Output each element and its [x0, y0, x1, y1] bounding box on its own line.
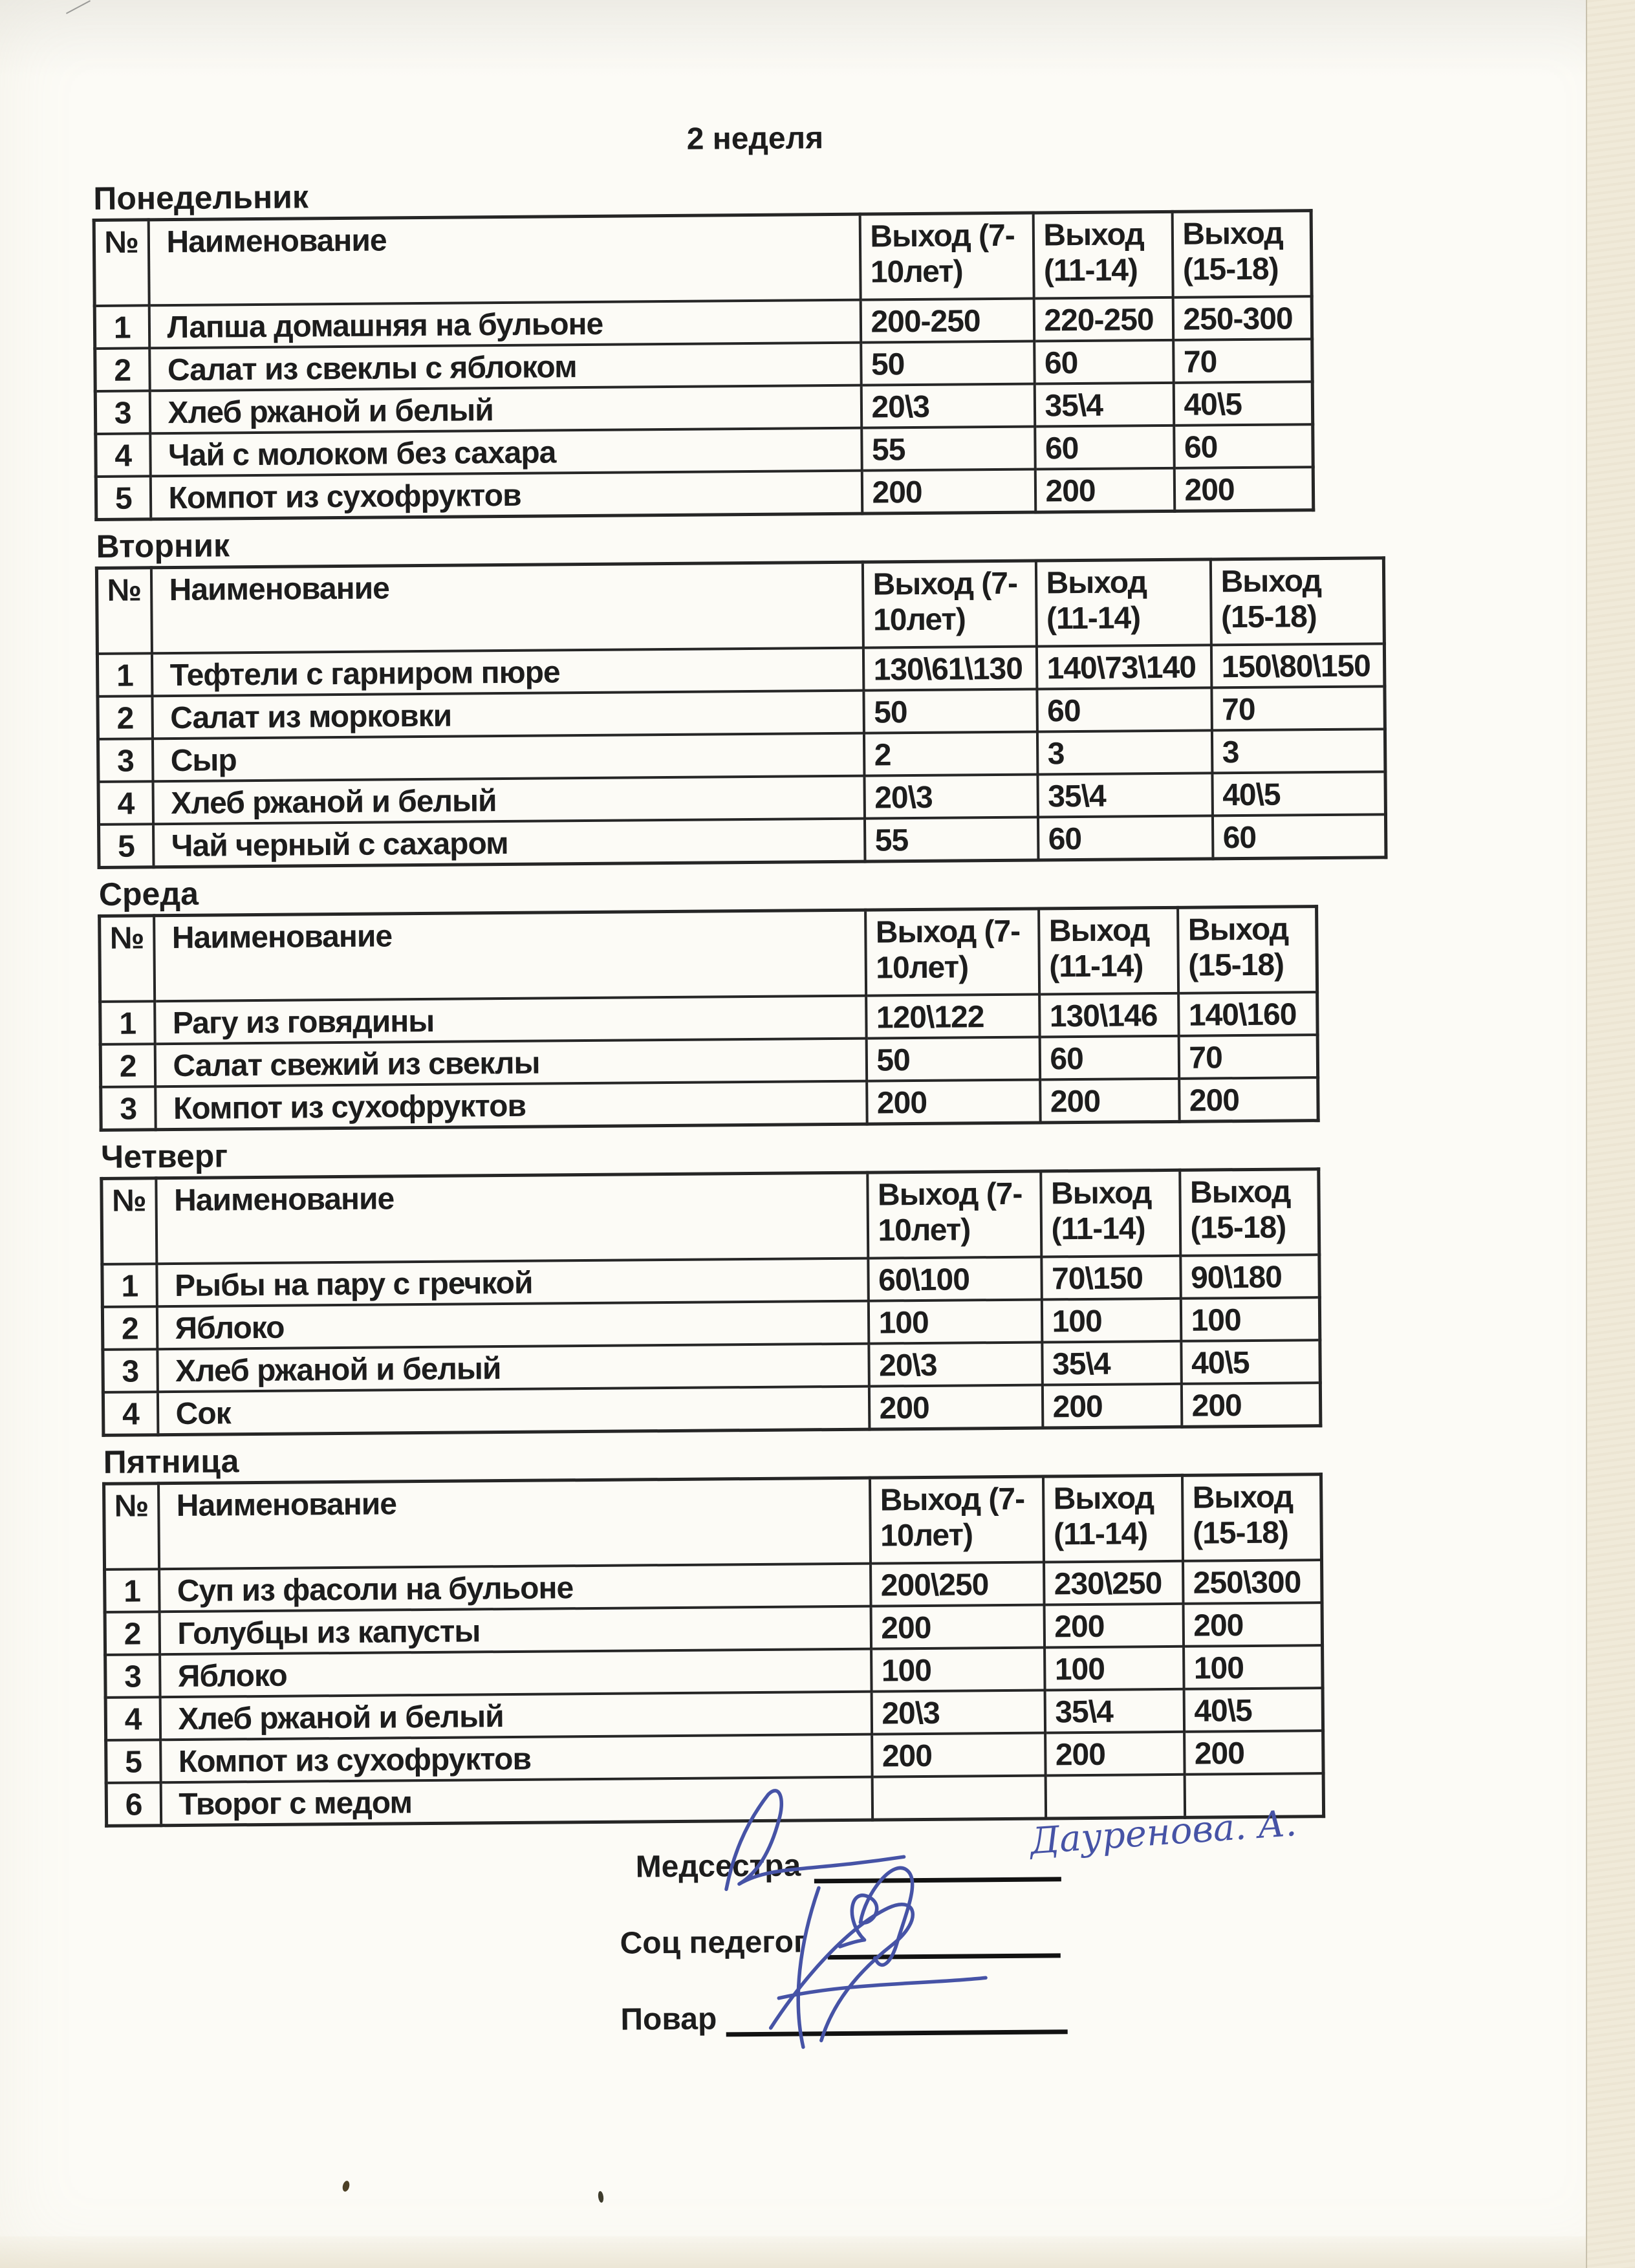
- day-label-thursday: Четверг: [100, 1138, 228, 1175]
- row-number-cell: 1: [102, 1264, 157, 1307]
- col-header-out-11-14: Выход (11-14): [1043, 1475, 1182, 1562]
- portion-7-10-cell: 50: [861, 341, 1035, 385]
- row-number-cell: 3: [98, 739, 153, 782]
- portion-7-10-cell: 20\3: [869, 1343, 1043, 1387]
- portion-11-14-cell: 35\4: [1037, 773, 1213, 817]
- portion-11-14-cell: 60: [1039, 1036, 1179, 1080]
- row-number-cell: 3: [105, 1654, 160, 1698]
- dish-name-cell: Рыбы на пару с гречкой: [157, 1258, 868, 1307]
- row-number-cell: 4: [96, 433, 151, 477]
- portion-7-10-cell: 100: [871, 1647, 1045, 1691]
- col-header-out-11-14: Выход (11-14): [1039, 907, 1178, 994]
- day-section-wednesday: [98, 867, 1510, 1132]
- row-number-cell: 4: [103, 1392, 158, 1435]
- portion-11-14-cell: 3: [1037, 730, 1212, 774]
- portion-7-10-cell: 55: [864, 817, 1038, 862]
- header-row: [100, 907, 1317, 1002]
- portion-7-10-cell: 200: [871, 1604, 1045, 1648]
- portion-11-14-cell: 200: [1035, 468, 1175, 512]
- row-number-cell: 2: [98, 696, 153, 739]
- dish-name-cell: Салат из свеклы с яблоком: [149, 343, 861, 391]
- portion-15-18-cell: 100: [1180, 1297, 1320, 1341]
- menu-table-monday: [92, 209, 1316, 521]
- dish-name-cell: Сыр: [152, 733, 863, 782]
- dish-name-cell: Рагу из говядины: [155, 996, 866, 1044]
- portion-7-10-cell: 200: [867, 1080, 1041, 1125]
- day-section-thursday: [100, 1130, 1512, 1437]
- social-pedagogue-signature-line: [827, 1925, 1060, 1960]
- row-number-cell: 6: [106, 1782, 161, 1826]
- portion-15-18-cell: 3: [1211, 729, 1385, 773]
- header-row: [94, 211, 1312, 306]
- col-header-out-11-14: Выход (11-14): [1033, 211, 1173, 298]
- portion-11-14-cell: 200: [1042, 1384, 1182, 1428]
- portion-15-18-cell: 70: [1178, 1035, 1318, 1079]
- row-number-cell: 5: [106, 1740, 161, 1783]
- cook-signature-row: [106, 1995, 1517, 2054]
- portion-7-10-cell: 20\3: [871, 1690, 1045, 1734]
- portion-7-10-cell: 130\61\130: [863, 647, 1037, 691]
- row-number-cell: 2: [95, 348, 150, 391]
- row-number-cell: 5: [96, 476, 151, 519]
- row-number-cell: 5: [99, 824, 154, 867]
- header-row: [102, 1169, 1319, 1264]
- portion-15-18-cell: 250-300: [1173, 296, 1312, 340]
- document-content: [91, 0, 1517, 2082]
- portion-15-18-cell: 40\5: [1184, 1688, 1323, 1732]
- col-header-out-7-10: Выход (7-10лет): [869, 1476, 1043, 1564]
- portion-15-18-cell: 100: [1184, 1645, 1323, 1689]
- portion-15-18-cell: 40\5: [1212, 772, 1386, 815]
- portion-7-10-cell: 200: [861, 470, 1035, 514]
- portion-15-18-cell: 250\300: [1183, 1560, 1323, 1604]
- day-label-monday: Понедельник: [93, 178, 309, 217]
- dish-name-cell: Творог с медом: [160, 1777, 872, 1826]
- cook-signature-line: [726, 2001, 1068, 2036]
- week-title: 2 неделя: [686, 121, 824, 157]
- col-header-out-7-10: Выход (7-10лет): [860, 213, 1034, 300]
- portion-15-18-cell: 200: [1183, 1603, 1323, 1647]
- col-header-out-15-18: Выход (15-18): [1180, 1169, 1319, 1256]
- nurse-signed-name: Дауренова. А.: [1028, 1802, 1298, 1863]
- day-section-friday: [102, 1435, 1515, 1828]
- nurse-signature-label: Медсестра: [635, 1848, 801, 1885]
- day-section-monday: [92, 171, 1504, 521]
- dish-name-cell: Салат свежий из свеклы: [155, 1039, 866, 1087]
- portion-11-14-cell: 100: [1041, 1299, 1181, 1343]
- row-number-cell: 2: [100, 1044, 155, 1087]
- portion-15-18-cell: 200: [1181, 1383, 1321, 1427]
- row-number-cell: 1: [100, 1001, 155, 1044]
- day-label-wednesday: Среда: [98, 875, 199, 913]
- menu-row: [99, 814, 1386, 867]
- portion-11-14-cell: 230\250: [1044, 1561, 1184, 1605]
- social-pedagogue-signature-row: [105, 1919, 1516, 1978]
- row-number-cell: 2: [102, 1306, 157, 1350]
- menu-table-friday: [102, 1473, 1325, 1828]
- dish-name-cell: Суп из фасоли на бульоне: [159, 1564, 871, 1612]
- menu-table-thursday: [100, 1167, 1322, 1437]
- scan-right-edge: [1586, 0, 1635, 2268]
- portion-11-14-cell: 35\4: [1042, 1341, 1182, 1385]
- portion-11-14-cell: 200: [1040, 1079, 1180, 1123]
- menu-table-tuesday: [95, 556, 1388, 869]
- portion-15-18-cell: 150\80\150: [1211, 643, 1385, 687]
- portion-15-18-cell: 60: [1212, 814, 1386, 859]
- menu-row: [103, 1383, 1320, 1435]
- portion-11-14-cell: 60: [1037, 815, 1213, 860]
- scan-bottom-edge: [0, 2236, 1586, 2268]
- portion-7-10-cell: 50: [863, 689, 1037, 733]
- portion-7-10-cell: 200: [869, 1385, 1043, 1430]
- portion-11-14-cell: 70\150: [1041, 1256, 1181, 1300]
- portion-11-14-cell: 130\146: [1039, 993, 1179, 1037]
- dish-name-cell: Тефтели с гарниром пюре: [151, 648, 863, 697]
- dish-name-cell: Чай черный с сахаром: [153, 819, 865, 867]
- portion-7-10-cell: 60\100: [868, 1257, 1042, 1301]
- portion-15-18-cell: 200: [1179, 1077, 1319, 1121]
- dish-name-cell: Яблоко: [157, 1301, 868, 1350]
- portion-15-18-cell: 90\180: [1180, 1255, 1320, 1299]
- social-pedagogue-signature-ink: [826, 1816, 989, 1985]
- day-section-tuesday: [94, 519, 1507, 869]
- dish-name-cell: Чай с молоком без сахара: [150, 428, 861, 477]
- portion-7-10-cell: 20\3: [864, 775, 1038, 819]
- col-header-out-15-18: Выход (15-18): [1210, 558, 1384, 645]
- portion-15-18-cell: 40\5: [1181, 1340, 1321, 1384]
- dish-name-cell: Компот из сухофруктов: [150, 471, 861, 519]
- col-header-num: №: [102, 1178, 157, 1264]
- portion-11-14-cell: 35\4: [1045, 1689, 1184, 1733]
- dish-name-cell: Яблоко: [160, 1649, 871, 1698]
- header-row: [96, 558, 1384, 654]
- col-header-name: Наименование: [148, 214, 860, 305]
- portion-15-18-cell: 200: [1184, 1731, 1324, 1775]
- portion-15-18-cell: 140\160: [1178, 992, 1318, 1036]
- portion-7-10-cell: 200\250: [871, 1562, 1045, 1606]
- day-label-tuesday: Вторник: [96, 527, 230, 565]
- col-header-name: Наименование: [156, 1172, 868, 1264]
- row-number-cell: 3: [101, 1086, 156, 1130]
- col-header-num: №: [104, 1484, 159, 1570]
- portion-15-18-cell: 70: [1173, 339, 1313, 383]
- col-header-name: Наименование: [151, 562, 863, 653]
- row-number-cell: 2: [105, 1612, 160, 1655]
- col-header-out-7-10: Выход (7-10лет): [865, 909, 1039, 996]
- portion-7-10-cell: 20\3: [861, 384, 1035, 428]
- row-number-cell: 4: [98, 781, 153, 825]
- col-header-out-11-14: Выход (11-14): [1035, 559, 1211, 647]
- social-pedagogue-signature-label: Соц педегог: [620, 1925, 807, 1961]
- portion-15-18-cell: 40\5: [1173, 382, 1313, 426]
- dish-name-cell: Хлеб ржаной и белый: [157, 1344, 869, 1392]
- menu-row: [101, 1077, 1318, 1130]
- portion-11-14-cell: 200: [1044, 1604, 1184, 1648]
- col-header-out-11-14: Выход (11-14): [1041, 1170, 1180, 1257]
- portion-7-10-cell: [872, 1775, 1046, 1820]
- day-label-friday: Пятница: [103, 1443, 239, 1480]
- col-header-out-7-10: Выход (7-10лет): [862, 561, 1036, 648]
- portion-7-10-cell: 50: [866, 1037, 1040, 1081]
- portion-11-14-cell: 60: [1037, 687, 1212, 731]
- dish-name-cell: Хлеб ржаной и белый: [160, 1692, 871, 1740]
- row-number-cell: 3: [103, 1349, 158, 1392]
- header-row: [104, 1474, 1322, 1570]
- portion-11-14-cell: 140\73\140: [1036, 645, 1211, 689]
- portion-11-14-cell: 220-250: [1034, 297, 1173, 341]
- dish-name-cell: Салат из морковки: [152, 691, 863, 739]
- dish-name-cell: Хлеб ржаной и белый: [149, 385, 861, 434]
- row-number-cell: 1: [105, 1569, 160, 1612]
- dish-name-cell: Лапша домашняя на бульоне: [149, 300, 860, 349]
- dish-name-cell: Хлеб ржаной и белый: [153, 776, 864, 825]
- portion-11-14-cell: 60: [1034, 340, 1174, 384]
- menu-table-wednesday: [98, 905, 1320, 1132]
- portion-15-18-cell: 200: [1174, 467, 1314, 511]
- cook-signature-label: Повар: [620, 2002, 717, 2037]
- portion-11-14-cell: 60: [1035, 426, 1175, 470]
- row-number-cell: 1: [94, 305, 149, 349]
- nurse-signature-line: [814, 1848, 1061, 1883]
- col-header-num: №: [96, 568, 151, 654]
- col-header-num: №: [94, 220, 149, 306]
- col-header-name: Наименование: [154, 910, 866, 1001]
- portion-7-10-cell: 200-250: [860, 299, 1034, 343]
- dish-name-cell: Голубцы из капусты: [159, 1606, 871, 1655]
- portion-15-18-cell: 70: [1211, 686, 1385, 730]
- row-number-cell: 4: [105, 1697, 160, 1740]
- portion-7-10-cell: 120\122: [866, 995, 1040, 1039]
- dish-name-cell: Компот из сухофруктов: [155, 1081, 867, 1130]
- portion-15-18-cell: 60: [1174, 424, 1314, 468]
- col-header-out-15-18: Выход (15-18): [1182, 1474, 1321, 1561]
- portion-7-10-cell: 2: [863, 732, 1037, 776]
- portion-11-14-cell: 35\4: [1034, 383, 1174, 427]
- col-header-name: Наименование: [158, 1478, 871, 1569]
- ink-speck: [341, 2180, 351, 2192]
- dish-name-cell: Компот из сухофруктов: [160, 1734, 872, 1783]
- row-number-cell: 1: [97, 653, 152, 697]
- portion-7-10-cell: 200: [872, 1733, 1046, 1777]
- row-number-cell: 3: [95, 391, 150, 434]
- portion-7-10-cell: 100: [868, 1300, 1042, 1344]
- col-header-out-15-18: Выход (15-18): [1178, 907, 1317, 993]
- ink-speck: [598, 2191, 604, 2203]
- dish-name-cell: Сок: [157, 1387, 869, 1435]
- col-header-num: №: [100, 916, 155, 1002]
- scan-scratch-mark: [66, 0, 91, 14]
- menu-row: [96, 467, 1313, 519]
- col-header-out-7-10: Выход (7-10лет): [867, 1171, 1041, 1258]
- portion-11-14-cell: 100: [1045, 1647, 1184, 1690]
- col-header-out-15-18: Выход (15-18): [1172, 211, 1312, 297]
- portion-11-14-cell: 200: [1045, 1732, 1185, 1776]
- portion-7-10-cell: 55: [861, 427, 1035, 471]
